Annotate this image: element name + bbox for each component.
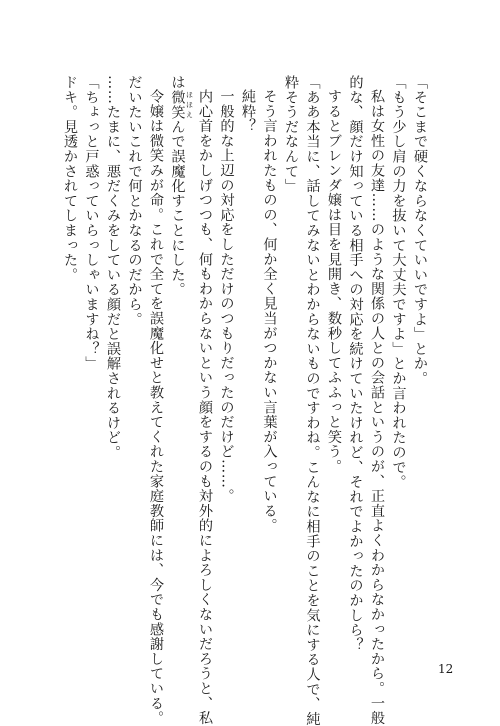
text-line: ドキ。見透かされてしまった。 [62, 75, 78, 283]
text-line: そう言われたものの、何か全く見当がつかない言葉が入っている。 [261, 89, 278, 534]
text-line-with-ruby [166, 75, 194, 635]
text-line: 「もう少し肩の力を抜いて大丈夫ですよ」とか言われたので。 [390, 75, 407, 490]
text-line: 令嬢は微笑みが命。これで全てを誤魔化せと教えてくれた家庭教師には、今でも感謝している。 [148, 89, 164, 726]
line-prefix: は [169, 75, 186, 90]
vertical-text-body [30, 75, 430, 726]
text-line: 内心首をかしげつつも、何もわからないという顔をするのも対外的によろしくないだろうと、私 [197, 89, 213, 726]
page-number: 12 [438, 662, 454, 676]
text-line: するとブレンダ嬢は目を見開き、数秒してふふっと笑う。 [326, 89, 342, 474]
text-line: 純粋？ [240, 89, 256, 134]
text-line: 「ああ本当に、話してみないとわからないものですわね。こんなに相手のことを気にする人で、純 [304, 75, 321, 726]
text-line: 私は女性の友達……のような関係の人との会話というのが、正直よくわからなかったから。一般 [369, 89, 385, 726]
text-line: 一般的な上辺の対応をしただけのつもりだったのだけど……。 [218, 89, 235, 504]
text-line: だいたいこれで何とかなるのだから。 [126, 75, 143, 327]
line-rest: んで誤魔化すことにした。 [169, 119, 186, 298]
text-line: 粋そうだなんて」 [283, 75, 299, 194]
ruby-annotation: 微笑 ほほえ [169, 89, 194, 120]
text-line: ……たまに、悪だくみをしている顔だと誤解されるけど。 [105, 75, 121, 460]
text-line: 「そこまで硬くならなくていいですよ」とか。 [412, 75, 428, 386]
text-line: 的な、顔だけ知っている相手への対応を続けていたけれど、それでよかったのかしら？ [347, 75, 364, 653]
text-line: 「ちょっと戸惑っていらっしゃいますね？」 [83, 75, 100, 371]
